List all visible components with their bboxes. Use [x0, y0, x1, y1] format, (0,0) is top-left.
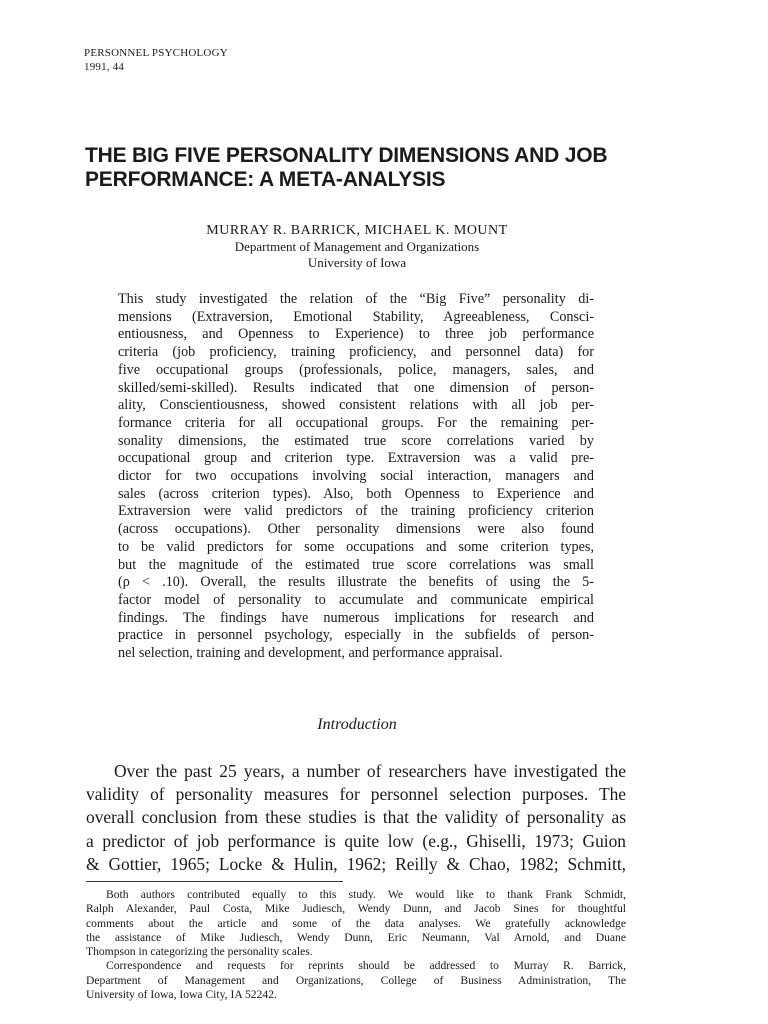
body-line: validity of personality measures for personnel selection purposes. The: [86, 784, 626, 805]
author-university: University of Iowa: [307, 255, 407, 270]
body-text: [86, 760, 626, 876]
body-line: overall conclusion from these studies is that the validity of personality as: [86, 807, 626, 828]
abstract-line: sonality dimensions, the estimated true score correlations varied by: [118, 432, 594, 449]
abstract-line: five occupational groups (professionals, police, managers, sales, and: [118, 361, 594, 378]
abstract-line: criteria (job proficiency, training proficiency, and personnel data) for: [118, 344, 594, 361]
abstract-line: skilled/semi-skilled). Results indicated that one dimension of person-: [118, 379, 594, 396]
abstract-line: This study investigated the relation of the “Big Five” personality di-: [118, 291, 594, 307]
body-line: a predictor of job performance is quite low (e.g., Ghiselli, 1973; Guion: [86, 830, 626, 851]
journal-name: PERSONNEL PSYCHOLOGY: [84, 47, 228, 59]
footnote-line: University of Iowa, Iowa City, IA 52242.: [86, 988, 277, 1002]
abstract-line: (ρ < .10). Overall, the results illustrate the benefits of using the 5-: [118, 574, 594, 591]
title-line: THE BIG FIVE PERSONALITY DIMENSIONS AND JOB: [85, 144, 608, 167]
abstract-line: occupational group and criterion type. Extraversion was a valid pre-: [118, 450, 594, 467]
author-department: Department of Management and Organizations: [234, 239, 480, 254]
footnote-line: comments about the article and some of the data analyses. We gratefully acknowledge: [86, 916, 626, 930]
abstract-line: mensions (Extraversion, Emotional Stability, Agreeableness, Consci-: [118, 308, 594, 325]
abstract-line: factor model of personality to accumulate and communicate empirical: [118, 591, 594, 608]
abstract-line: entiousness, and Openness to Experience) to three job performance: [118, 326, 594, 343]
footnote-line: Both authors contributed equally to this study. We would like to thank Frank Schmidt,: [106, 888, 626, 901]
abstract-line: sales (across criterion types). Also, both Openness to Experience and: [118, 485, 594, 502]
abstract-line: ality, Conscientiousness, showed consistent relations with all job per-: [118, 397, 594, 414]
abstract-line: practice in personnel psychology, especially in the subfields of person-: [118, 627, 594, 644]
volume-info: 1991, 44: [84, 61, 125, 73]
abstract-line: dictor for two occupations involving social interaction, managers and: [118, 468, 594, 485]
abstract-line: nel selection, training and development, and performance appraisal.: [118, 645, 503, 662]
title-line: PERFORMANCE: A META-ANALYSIS: [85, 168, 446, 191]
running-head: [84, 46, 228, 74]
footnote-line: the assistance of Mike Judiesch, Wendy Dunn, Eric Neumann, Val Arnold, and Duane: [86, 930, 626, 944]
footnote-line: Thompson in categorizing the personality scales.: [86, 945, 313, 959]
section-heading: Introduction: [317, 716, 397, 733]
abstract-line: (across occupations). Other personality dimensions were also found: [118, 521, 594, 538]
article-title: [85, 144, 705, 192]
body-line: Over the past 25 years, a number of researchers have investigated the: [114, 761, 626, 781]
abstract-line: findings. The findings have numerous implications for research and: [118, 609, 594, 626]
abstract: [118, 291, 594, 663]
byline: [85, 222, 629, 271]
footnote-line: Department of Management and Organizations, College of Business Administration, The: [86, 973, 626, 987]
footnote-divider: [86, 881, 343, 882]
body-line: & Gottier, 1965; Locke & Hulin, 1962; Reilly & Chao, 1982; Schmitt,: [86, 853, 626, 874]
abstract-line: Extraversion were valid predictors of the training proficiency criterion: [118, 503, 594, 520]
footnotes: [86, 888, 626, 1002]
footnote-line: Correspondence and requests for reprints should be addressed to Murray R. Barrick,: [106, 959, 626, 973]
abstract-line: to be valid predictors for some occupations and some criterion types,: [118, 538, 594, 555]
footnote-line: Ralph Alexander, Paul Costa, Mike Judiesch, Wendy Dunn, and Jacob Sines for thoughtful: [86, 902, 626, 916]
abstract-line: formance criteria for all occupational groups. For the remaining per-: [118, 414, 594, 431]
abstract-line: but the magnitude of the estimated true score correlations was small: [118, 556, 594, 573]
author-names: MURRAY R. BARRICK, MICHAEL K. MOUNT: [206, 223, 508, 238]
